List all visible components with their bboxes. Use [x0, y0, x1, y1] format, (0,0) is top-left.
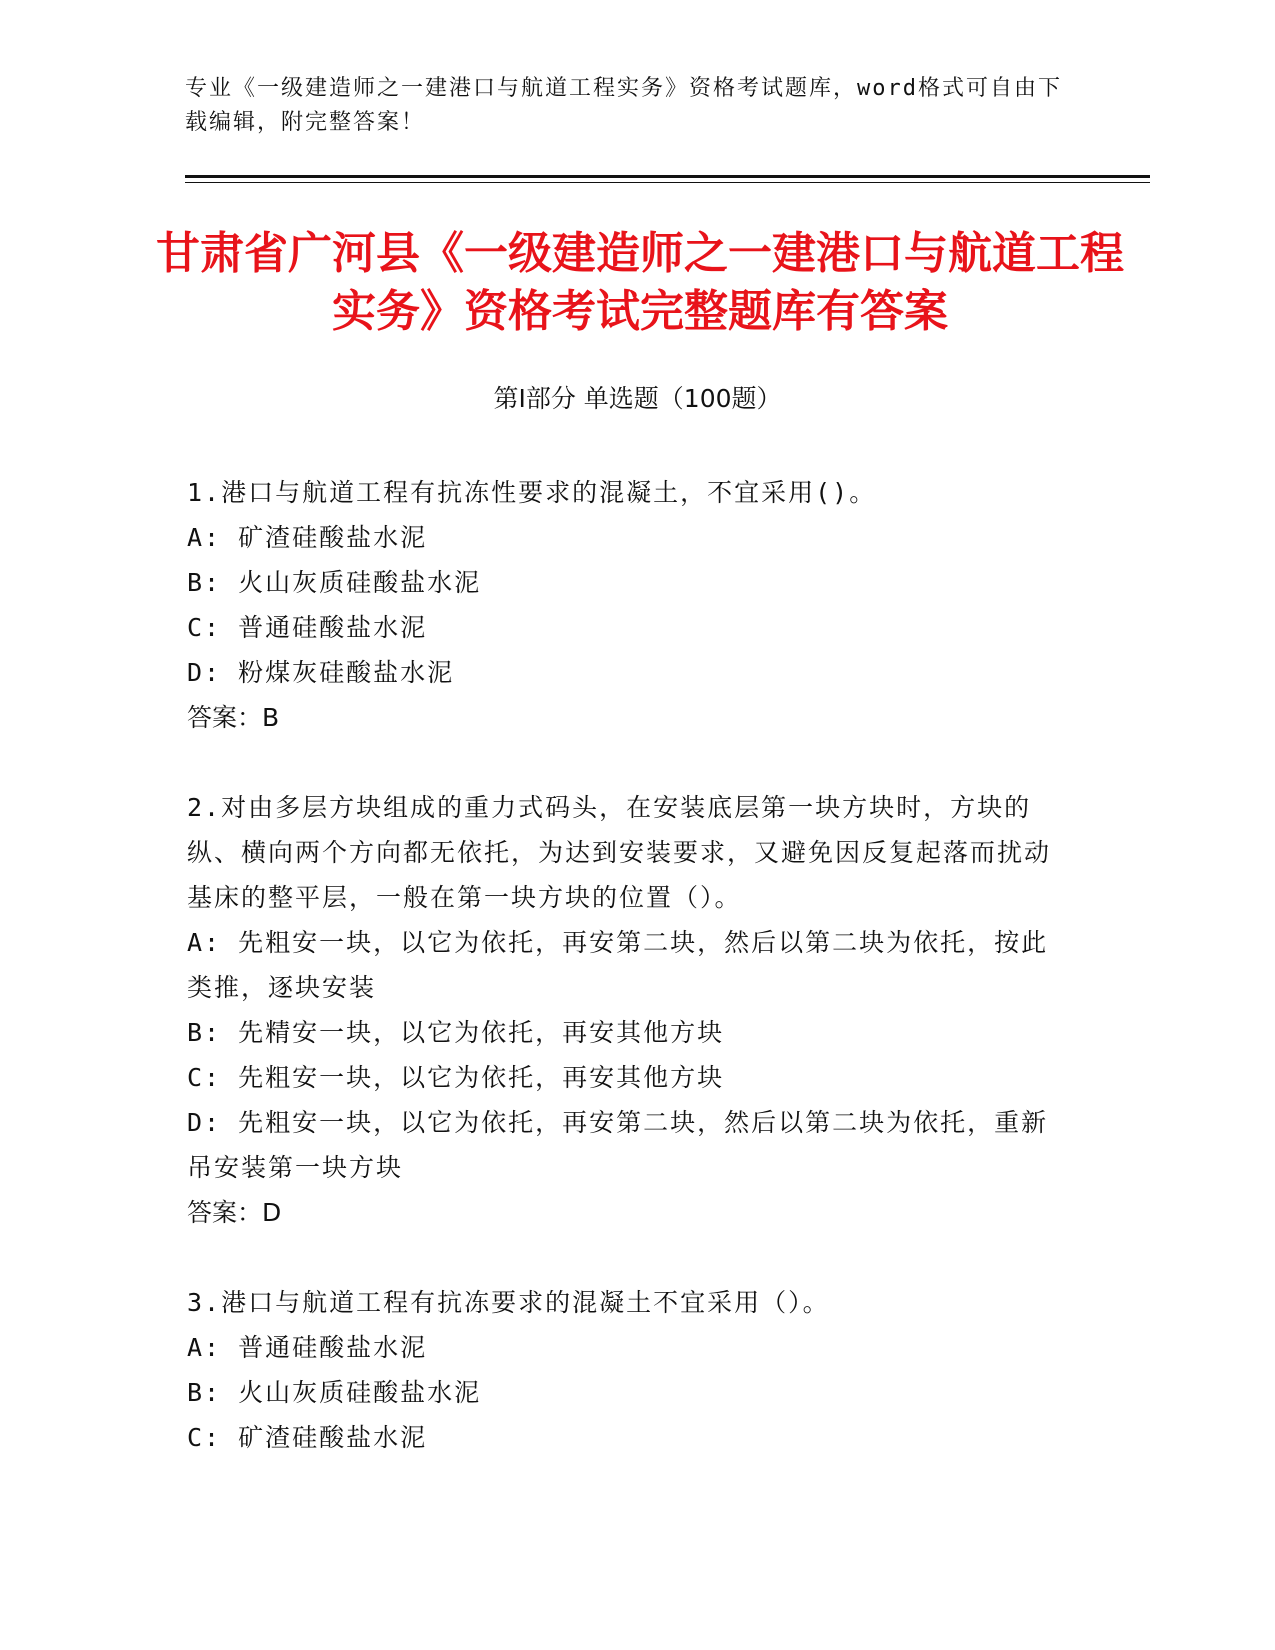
option-a: A: 矿渣硅酸盐水泥 [187, 523, 428, 552]
question-1 [187, 470, 1067, 740]
option-d: D: 粉煤灰硅酸盐水泥 [187, 658, 455, 687]
option-b: B: 火山灰质硅酸盐水泥 [187, 1378, 482, 1407]
option-b: B: 火山灰质硅酸盐水泥 [187, 568, 482, 597]
question-stem: 3.港口与航道工程有抗冻要求的混凝土不宜采用（）。 [187, 1288, 830, 1317]
section-heading: 第Ⅰ部分 单选题（100题） [493, 384, 782, 413]
option-c: C: 先粗安一块，以它为依托，再安其他方块 [187, 1063, 725, 1092]
option-a: A: 先粗安一块，以它为依托，再安第二块，然后以第二块为依托，按此类推，逐块安装 [187, 928, 1049, 1002]
answer: 答案：B [187, 703, 280, 732]
header-note: 专业《一级建造师之一建港口与航道工程实务》资格考试题库，word格式可自由下载编辑，附完整答案！ [185, 76, 1062, 135]
option-c: C: 矿渣硅酸盐水泥 [187, 1423, 428, 1452]
document-title: 甘肃省广河县《一级建造师之一建港口与航道工程实务》资格考试完整题库有答案 [156, 228, 1124, 337]
option-b: B: 先精安一块，以它为依托，再安其他方块 [187, 1018, 725, 1047]
question-list [187, 470, 1067, 1460]
header-rule-thin [185, 182, 1150, 183]
answer: 答案：D [187, 1198, 282, 1227]
question-2 [187, 785, 1067, 1235]
question-3 [187, 1280, 1067, 1460]
question-stem: 1.港口与航道工程有抗冻性要求的混凝土，不宜采用()。 [187, 478, 877, 507]
option-d: D: 先粗安一块，以它为依托，再安第二块，然后以第二块为依托，重新吊安装第一块方块 [187, 1108, 1049, 1182]
option-c: C: 普通硅酸盐水泥 [187, 613, 428, 642]
question-stem: 2.对由多层方块组成的重力式码头，在安装底层第一块方块时，方块的纵、横向两个方向都无依托，为达到安装要求，又避免因反复起落而扰动基床的整平层，一般在第一块方块的位置（）。 [187, 793, 1052, 912]
option-a: A: 普通硅酸盐水泥 [187, 1333, 428, 1362]
header-rule-thick [185, 175, 1150, 178]
